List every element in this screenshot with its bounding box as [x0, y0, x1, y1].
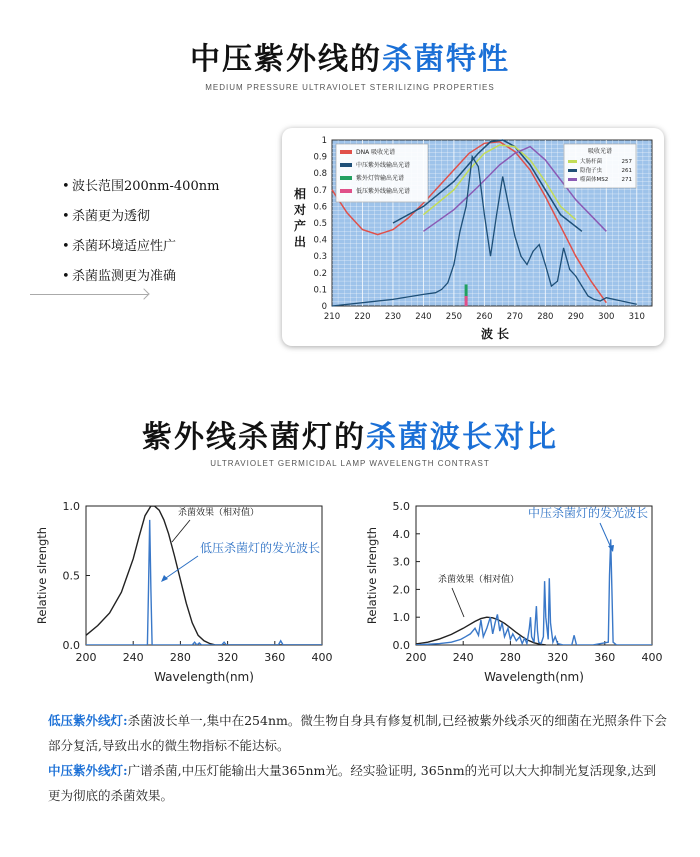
annotation-lamp: 低压杀菌灯的发光波长 — [200, 541, 321, 555]
spectrum-marker — [465, 296, 468, 306]
legend-swatch — [340, 150, 352, 154]
feature-list — [62, 172, 219, 292]
x-tick-label: 240 — [415, 312, 432, 322]
x-tick-label: 320 — [217, 651, 239, 664]
x-tick-label: 250 — [445, 312, 463, 322]
legend-title: 吸收光谱 — [587, 148, 613, 155]
low-pressure-label: 低压紫外线灯: — [48, 713, 128, 728]
legend-swatch — [568, 169, 577, 172]
description — [48, 708, 668, 808]
legend-label: 噬菌体MS2 — [580, 177, 609, 183]
legend-swatch — [568, 160, 577, 163]
section2-title-black: 紫外线杀菌灯的 — [142, 420, 366, 455]
series-line — [86, 520, 322, 645]
x-tick-label: 320 — [547, 651, 569, 664]
series-line — [416, 539, 652, 645]
y-tick-label: 0.5 — [313, 219, 327, 229]
annotation-pointer — [163, 556, 198, 580]
legend-value: 271 — [621, 177, 632, 183]
x-tick-label: 280 — [537, 312, 554, 322]
x-tick-label: 400 — [641, 651, 663, 664]
section1-title — [0, 34, 700, 78]
y-axis-label: 出 — [293, 235, 307, 249]
medium-pressure-label: 中压紫外线灯: — [48, 763, 128, 778]
spectrum-chart — [282, 128, 664, 346]
spectrum-chart-card — [282, 128, 664, 346]
y-tick-label: 0.9 — [313, 152, 327, 163]
x-axis-label: Wavelength(nm) — [154, 670, 254, 684]
x-tick-label: 200 — [75, 651, 97, 664]
y-tick-label: 0 — [321, 302, 327, 312]
y-tick-label: 0.7 — [313, 185, 327, 196]
medium-pressure-text: 广谱杀菌,中压灯能输出大量365nm光。经实验证明, 365nm的光可以大大抑制光复活现象,达到更为彻底的杀菌效果。 — [48, 763, 657, 803]
x-axis-label: Wavelength(nm) — [484, 670, 584, 684]
low-pressure-chart — [30, 490, 340, 690]
section2-title — [0, 412, 700, 456]
annotation-effect: 杀菌效果（相对值） — [438, 575, 520, 585]
y-tick-label: 2.0 — [392, 583, 410, 597]
y-tick-label: 0.0 — [62, 639, 80, 652]
y-tick-label: 0.3 — [313, 252, 327, 263]
medium-pressure-chart — [360, 490, 670, 690]
y-tick-label: 0.0 — [392, 639, 410, 652]
x-axis-label: 波长 — [480, 327, 514, 341]
x-tick-label: 240 — [122, 651, 144, 664]
series-line — [86, 506, 322, 645]
medium-pressure-desc — [48, 758, 668, 808]
legend-label: 大肠杆菌 — [580, 159, 603, 165]
x-tick-label: 240 — [452, 651, 474, 664]
x-tick-label: 260 — [476, 312, 493, 322]
y-tick-label: 1.0 — [392, 611, 410, 625]
x-tick-label: 360 — [594, 651, 616, 664]
y-tick-label: 0.8 — [313, 169, 327, 180]
feature-item: • 杀菌监测更为准确 — [62, 262, 219, 292]
section2-subtitle: ULTRAVIOLET GERMICIDAL LAMP WAVELENGTH CONTRAST — [210, 459, 490, 468]
y-axis-label: Relative slrength — [35, 526, 49, 625]
section1-title-blue: 杀菌特性 — [382, 42, 510, 77]
legend-label: DNA 吸收光谱 — [356, 149, 396, 156]
x-tick-label: 280 — [499, 651, 521, 664]
x-tick-label: 300 — [598, 312, 615, 322]
feature-item: • 杀菌环境适应性广 — [62, 232, 219, 262]
arrow-head-icon — [161, 575, 168, 582]
x-tick-label: 270 — [506, 312, 523, 322]
section1-title-black: 中压紫外线的 — [190, 42, 382, 77]
legend-swatch — [340, 189, 352, 193]
y-tick-label: 0.1 — [313, 285, 327, 296]
section2-title-blue: 杀菌波长对比 — [366, 420, 558, 455]
y-tick-label: 0.2 — [313, 268, 327, 279]
legend-label: 低压紫外线输出光谱 — [356, 188, 411, 195]
y-tick-label: 4.0 — [392, 527, 410, 541]
y-tick-label: 0.6 — [313, 202, 327, 213]
y-axis-label: Relative slrength — [365, 526, 379, 625]
legend-value: 261 — [621, 168, 632, 174]
y-tick-label: 0.5 — [62, 569, 80, 583]
feature-item: • 杀菌更为透彻 — [62, 202, 219, 232]
annotation-effect: 杀菌效果（相对值） — [178, 508, 260, 518]
legend-swatch — [568, 178, 577, 181]
feature-item: • 波长范围200nm-400nm — [62, 172, 219, 202]
x-tick-label: 400 — [311, 651, 333, 664]
y-tick-label: 5.0 — [392, 500, 410, 513]
x-tick-label: 310 — [628, 312, 645, 322]
y-tick-label: 1.0 — [62, 500, 80, 513]
x-tick-label: 210 — [323, 312, 341, 322]
annotation-pointer — [452, 588, 464, 617]
y-axis-label: 产 — [293, 219, 307, 233]
x-tick-label: 220 — [354, 312, 371, 322]
y-axis-label: 相 — [293, 187, 307, 201]
legend-label: 紫外灯管输出光谱 — [356, 175, 405, 182]
legend-swatch — [340, 176, 352, 180]
x-tick-label: 290 — [567, 312, 584, 322]
section1-subtitle: MEDIUM PRESSURE ULTRAVIOLET STERILIZING PROPERTIES — [205, 83, 495, 92]
legend-swatch — [340, 163, 352, 167]
legend-label: 中压紫外线输出光谱 — [356, 162, 411, 169]
x-tick-label: 360 — [264, 651, 286, 664]
annotation-lamp: 中压杀菌灯的发光波长 — [528, 506, 649, 520]
y-axis-label: 对 — [293, 203, 307, 217]
low-pressure-text: 杀菌波长单一,集中在254nm。微生物自身具有修复机制,已经被紫外线杀灭的细菌在光照条件下会部分复活,导致出水的微生物指标不能达标。 — [48, 713, 667, 753]
low-pressure-desc — [48, 708, 668, 758]
annotation-pointer — [172, 520, 190, 542]
x-tick-label: 280 — [169, 651, 191, 664]
legend-label: 隐孢子虫 — [580, 168, 603, 174]
y-tick-label: 0.4 — [313, 235, 327, 246]
legend-value: 257 — [621, 159, 632, 165]
x-tick-label: 200 — [405, 651, 427, 664]
y-tick-label: 1 — [321, 136, 327, 146]
arrow-right-icon — [30, 294, 148, 295]
plot-frame — [86, 506, 322, 645]
x-tick-label: 230 — [384, 312, 402, 322]
y-tick-label: 3.0 — [392, 555, 410, 569]
